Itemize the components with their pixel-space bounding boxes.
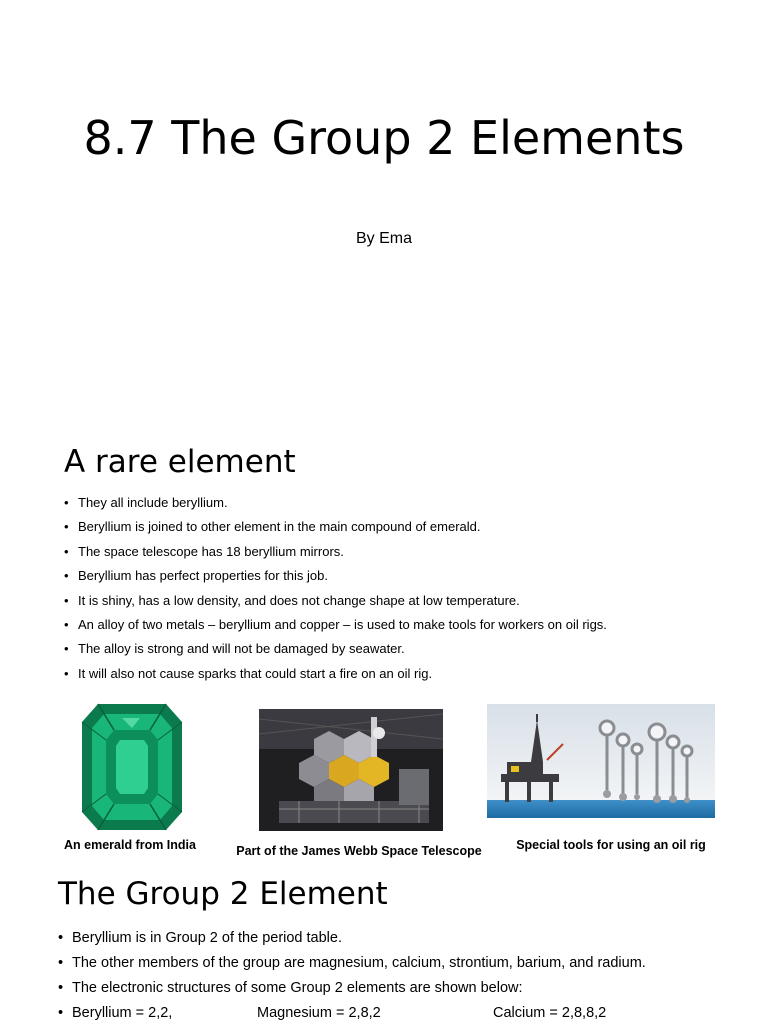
list-item: • The space telescope has 18 beryllium mirrors. [64, 542, 744, 566]
calcium-structure: Calcium = 2,8,8,2 [493, 1005, 607, 1021]
emerald-caption: An emerald from India [64, 838, 196, 852]
section-heading-rare-element: A rare element [64, 444, 296, 480]
list-item [58, 1002, 758, 1027]
page-subtitle: By Ema [355, 230, 412, 247]
list-item: • They all include beryllium. [64, 493, 744, 517]
oil-rig-tools-image [487, 704, 715, 818]
list-item: • The electronic structures of some Group 2 elements are shown below: [58, 977, 758, 1002]
section-heading-group-2: The Group 2 Element [58, 876, 388, 912]
list-item: • It will also not cause sparks that could start a fire on an oil rig. [64, 664, 744, 688]
list-item: • It is shiny, has a low density, and does not change shape at low temperature. [64, 591, 744, 615]
list-item: • An alloy of two metals – beryllium and copper – is used to make tools for workers on oil rigs. [64, 615, 744, 639]
list-item: • The alloy is strong and will not be damaged by seawater. [64, 639, 744, 663]
rare-element-bullet-list [64, 493, 744, 688]
list-item: • Beryllium has perfect properties for this job. [64, 566, 744, 590]
list-item: • Beryllium is joined to other element in the main compound of emerald. [64, 517, 744, 541]
electronic-structures-row [72, 1002, 758, 1024]
list-item: • The other members of the group are magnesium, calcium, strontium, barium, and radium. [58, 952, 758, 977]
page-title: 8.7 The Group 2 Elements [83, 111, 685, 165]
magnesium-structure: Magnesium = 2,8,2 [257, 1005, 381, 1021]
telescope-image [259, 709, 443, 831]
emerald-image [60, 700, 204, 834]
list-item: • Beryllium is in Group 2 of the period table. [58, 927, 758, 952]
beryllium-structure: • Beryllium = 2,2, [72, 1005, 173, 1021]
oil-rig-tools-caption: Special tools for using an oil rig [516, 838, 706, 852]
group-2-bullet-list [58, 927, 758, 1027]
telescope-caption: Part of the James Webb Space Telescope [236, 844, 482, 858]
